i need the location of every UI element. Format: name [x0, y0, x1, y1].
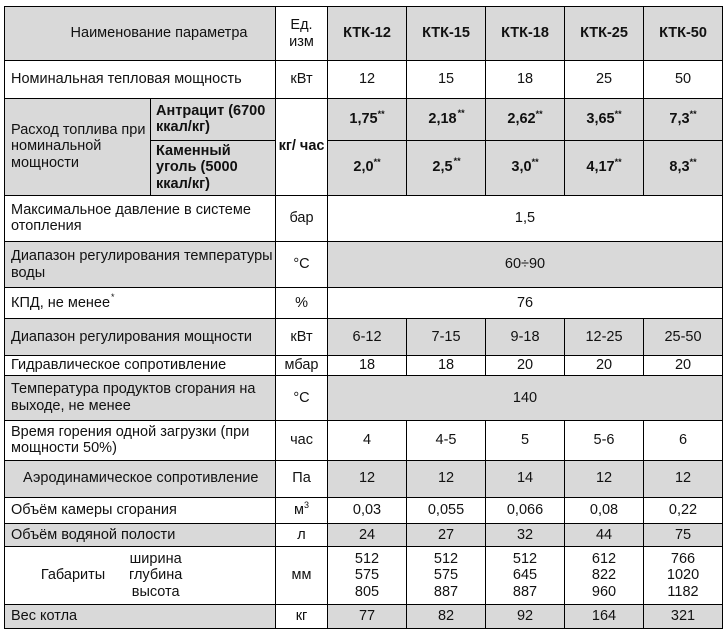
- row-unit: мм: [276, 547, 328, 604]
- cell-value: 0,03: [328, 497, 407, 523]
- dim-sub-label: ширина: [129, 551, 182, 568]
- row-label: Диапазон регулирования мощности: [5, 319, 276, 355]
- header-model: КТК-25: [565, 7, 644, 61]
- cell-value: 5: [486, 421, 565, 460]
- cell-value: 9-18: [486, 319, 565, 355]
- cell-value: 4-5: [407, 421, 486, 460]
- header-model: КТК-12: [328, 7, 407, 61]
- row-unit: мбар: [276, 355, 328, 375]
- cell-value: 3,65**: [565, 98, 644, 140]
- table-row: [5, 355, 723, 375]
- cell-value: 3,0**: [486, 141, 565, 195]
- cell-value: 6-12: [328, 319, 407, 355]
- cell-value: 75: [644, 524, 723, 547]
- cell-value: 512 575 887: [407, 547, 486, 604]
- specs-table: [4, 6, 723, 629]
- cell-value: 25-50: [644, 319, 723, 355]
- cell-value: 18: [328, 355, 407, 375]
- cell-value: 82: [407, 604, 486, 628]
- cell-value: 6: [644, 421, 723, 460]
- table-row: [5, 241, 723, 287]
- cell-value: 612 822 960: [565, 547, 644, 604]
- cell-value: 1,5: [328, 195, 723, 241]
- cell-value: 25: [565, 61, 644, 98]
- dim-sub-label: глубина: [129, 567, 183, 584]
- cell-value: 20: [644, 355, 723, 375]
- row-label: Габариты: [40, 567, 106, 584]
- row-label: Время горения одной загрузки (при мощности 50%): [5, 421, 276, 460]
- cell-value: 2,62**: [486, 98, 565, 140]
- row-unit: %: [276, 288, 328, 319]
- cell-value: 1,75**: [328, 98, 407, 140]
- cell-value: 44: [565, 524, 644, 547]
- cell-value: 18: [486, 61, 565, 98]
- fuel-type-label: Антрацит (6700 ккал/кг): [151, 98, 276, 140]
- cell-value: 14: [486, 460, 565, 497]
- row-unit: $м^3$: [276, 497, 328, 523]
- cell-value: 2,0**: [328, 141, 407, 195]
- table-row: [5, 375, 723, 420]
- row-unit: кВт: [276, 61, 328, 98]
- cell-value: 12-25: [565, 319, 644, 355]
- cell-value: 15: [407, 61, 486, 98]
- cell-value: 12: [565, 460, 644, 497]
- cell-value: 7,3**: [644, 98, 723, 140]
- row-unit: °C: [276, 241, 328, 287]
- row-unit: час: [276, 421, 328, 460]
- row-label: Номинальная тепловая мощность: [5, 61, 276, 98]
- row-label: Объём водяной полости: [5, 524, 276, 547]
- cell-value: 20: [486, 355, 565, 375]
- cell-value: 164: [565, 604, 644, 628]
- header-row: [5, 7, 723, 61]
- header-model: КТК-50: [644, 7, 723, 61]
- table-row: [5, 288, 723, 319]
- cell-value: 12: [644, 460, 723, 497]
- cell-value: 512 645 887: [486, 547, 565, 604]
- row-unit: л: [276, 524, 328, 547]
- cell-value: 12: [407, 460, 486, 497]
- table-row: [5, 497, 723, 523]
- cell-value: 27: [407, 524, 486, 547]
- row-unit: кг: [276, 604, 328, 628]
- table-row: [5, 547, 723, 604]
- table-row: [5, 98, 723, 140]
- row-label: Вес котла: [5, 604, 276, 628]
- table-row: [5, 421, 723, 460]
- header-model: КТК-15: [407, 7, 486, 61]
- header-unit: Ед. изм: [276, 7, 328, 61]
- dims-label-cell: [5, 547, 276, 604]
- cell-value: 8,3**: [644, 141, 723, 195]
- cell-value: 0,22: [644, 497, 723, 523]
- cell-value: 7-15: [407, 319, 486, 355]
- cell-value: 140: [328, 375, 723, 420]
- cell-value: 32: [486, 524, 565, 547]
- fuel-type-label: Каменный уголь (5000 ккал/кг): [151, 141, 276, 195]
- cell-value: 24: [328, 524, 407, 547]
- table-row: [5, 195, 723, 241]
- row-unit: кВт: [276, 319, 328, 355]
- cell-value: 76: [328, 288, 723, 319]
- cell-value: 0,055: [407, 497, 486, 523]
- cell-value: 0,066: [486, 497, 565, 523]
- cell-value: 766 1020 1182: [644, 547, 723, 604]
- row-unit: кг/ час: [276, 98, 328, 195]
- row-label: Максимальное давление в системе отопления: [5, 195, 276, 241]
- table-row: [5, 460, 723, 497]
- row-label: Диапазон регулирования температуры воды: [5, 241, 276, 287]
- cell-value: 50: [644, 61, 723, 98]
- cell-value: 5-6: [565, 421, 644, 460]
- row-label: КПД, не менее*: [5, 288, 276, 319]
- cell-value: 4,17**: [565, 141, 644, 195]
- cell-value: 92: [486, 604, 565, 628]
- cell-value: 512 575 805: [328, 547, 407, 604]
- header-model: КТК-18: [486, 7, 565, 61]
- cell-value: 12: [328, 61, 407, 98]
- row-label: Объём камеры сгорания: [5, 497, 276, 523]
- table-row: [5, 61, 723, 98]
- cell-value: 20: [565, 355, 644, 375]
- dim-sub-label: высота: [131, 583, 180, 600]
- row-unit: °C: [276, 375, 328, 420]
- cell-value: 4: [328, 421, 407, 460]
- header-param: Наименование параметра: [5, 7, 276, 61]
- cell-value: 0,08: [565, 497, 644, 523]
- row-unit: бар: [276, 195, 328, 241]
- cell-value: 18: [407, 355, 486, 375]
- cell-value: 321: [644, 604, 723, 628]
- row-label: Аэродинамическое сопротивление: [5, 460, 276, 497]
- cell-value: 60÷90: [328, 241, 723, 287]
- row-label: Расход топлива при номинальной мощности: [5, 98, 151, 195]
- row-label: Температура продуктов сгорания на выходе, не менее: [5, 375, 276, 420]
- cell-value: 77: [328, 604, 407, 628]
- cell-value: 12: [328, 460, 407, 497]
- table-row: [5, 319, 723, 355]
- cell-value: 2,18**: [407, 98, 486, 140]
- row-unit: Па: [276, 460, 328, 497]
- row-label: Гидравлическое сопротивление: [5, 355, 276, 375]
- table-row: [5, 524, 723, 547]
- table-row: [5, 604, 723, 628]
- cell-value: 2,5**: [407, 141, 486, 195]
